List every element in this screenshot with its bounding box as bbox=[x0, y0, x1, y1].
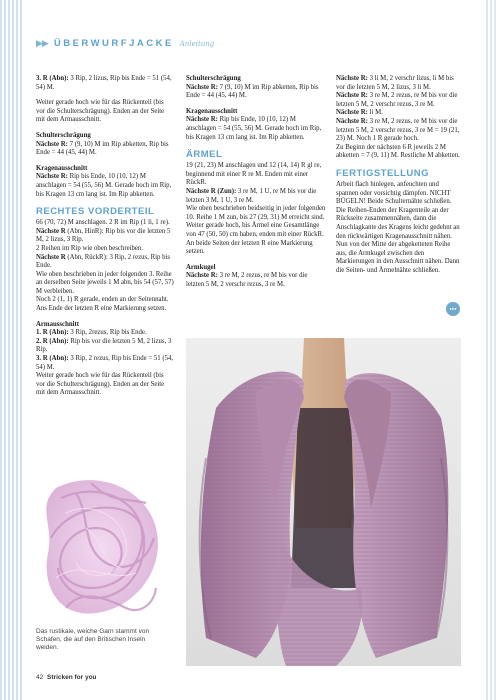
section-heading: Armkugel bbox=[186, 263, 216, 271]
paragraph: Zu Beginn der nächsten 6 R jeweils 2 M abketten = 7 (9, 11) M. Restliche M abketten. bbox=[336, 143, 460, 160]
row-text: Rip bis Ende, 10 (10, 12) M anschlagen = 54 (55, 56) M. Gerade hoch im Rip, bis Kragen 13 cm lang ist. Im Rip abketten. bbox=[36, 173, 172, 198]
row-label: 2. R (Abn): bbox=[36, 337, 69, 345]
section-armkugel bbox=[186, 264, 326, 290]
paragraph: Weiter gerade hoch wie für das Rückenteil (bis vor die Schulterschrägung). Enden an der Seite mit dem Armausschnitt. bbox=[36, 372, 165, 397]
row-text: 3 re M, 2 rezus, re M bis vor die letzten 5 M, 2 verschr rezus, 3 re M. bbox=[336, 92, 458, 108]
row-label: Nächste R: bbox=[186, 83, 218, 91]
row-text: Rip bis vor die letzten 5 M, 2 lizus, 3 Rip. bbox=[36, 337, 172, 354]
section-armausschnitt bbox=[36, 321, 174, 398]
section-heading: Kragenausschnitt bbox=[186, 107, 238, 115]
section-armkugel-cont bbox=[336, 75, 461, 161]
end-badge: ●●● bbox=[446, 302, 460, 316]
section-heading: Armausschnitt bbox=[36, 320, 80, 328]
row-label: 3. R (Abn): bbox=[36, 75, 69, 82]
section-heading: Kragenausschnitt bbox=[36, 164, 88, 172]
section-kragenausschnitt bbox=[186, 108, 326, 142]
decorative-stripe-left bbox=[0, 0, 22, 700]
column-2 bbox=[186, 75, 326, 296]
row-label: Nächste R: bbox=[186, 272, 218, 280]
row-text: 3 re M, 1 U, re M bis vor die letzten 3 M, 1 U, 3 re M. bbox=[186, 187, 317, 204]
section-rechtes-vorderteil bbox=[36, 219, 174, 314]
page-footer bbox=[36, 674, 97, 681]
paragraph: Arbeit flach hinlegen, anfeuchten und spannen oder vorsichtig dämpfen. NICHT BÜGELN! Beide Schulternähte schließen. Die Reihen-Enden der Kragenteile an der Rückseite zusammennähen, dann die Anschlagkante des Kragens leicht gedehnt an den rückwärtigen Kragenausschnitt nähen. Nun von der Mitte der abgeketteten Reihe aus, die Armkugel zwischen den Markierungen in den Ausschnitt nähen. Dann die Seiten- und Ärmelnähte schließen. bbox=[336, 180, 460, 274]
section-heading: Schulterschrägung bbox=[36, 131, 91, 139]
section-heading: Schulterschrägung bbox=[186, 75, 241, 82]
cardigan-photo bbox=[186, 338, 461, 666]
row-label: Nächste R: bbox=[336, 109, 368, 117]
section-schulterschraegung bbox=[36, 132, 174, 158]
row-text: 3 Rip, 2rezus, Rip bis Ende. bbox=[68, 329, 147, 337]
page-number: 42 bbox=[36, 674, 44, 681]
section-title-fertigstellung: FERTIGSTELLUNG bbox=[336, 167, 430, 179]
paragraph: Wie oben beschrieben beidseitig in jeder folgenden 10. Reihe 1 M zun, bis 27 (29, 31) M erreicht sind. Weiter gerade hoch, bis Ärmel eine Gesamtlänge von 47 (50, 50) cm haben, enden mit einer RückR. An beide Seiten der letzten R eine Markierung setzen. bbox=[186, 205, 326, 256]
row-label: Nächste R (Zun): bbox=[186, 187, 237, 195]
paragraph: Wie oben beschrieben in jeder folgenden 3. Reihe an derselben Seite jeweils 1 M abn, bis 54 (57, 57) M verbleiben. bbox=[36, 270, 174, 295]
paragraph: 19 (21, 23) M anschlagen und 12 (14, 14) R gl re, beginnend mit einer R re M. Enden mit einer RückR. bbox=[186, 162, 322, 187]
section-schulterschraegung bbox=[186, 75, 326, 101]
paragraph: Nächste R (Abn, HinR): Rip bis vor die letzten 5 M, 2 lizus, 3 Rip. bbox=[36, 227, 171, 244]
yarn-image bbox=[36, 468, 174, 626]
row-text: 3 re M, 2 rezus, re M bis vor die letzten 5 M, 2 verschr rezus, 3 re M = 19 (21, 23) M. Noch 1 R gerade hoch. bbox=[336, 117, 460, 143]
row-label: Nächste R: bbox=[36, 140, 68, 148]
decorative-stripe-right bbox=[486, 0, 496, 700]
header-subtitle: Anleitung bbox=[179, 40, 215, 48]
row-text: 7 (9, 10) M im Rip abketten, Rip bis Ende = 44 (45, 44) M. bbox=[186, 83, 319, 100]
row-label: Nächste R: bbox=[186, 116, 218, 124]
image-caption: Das rustikale, weiche Garn stammt von Schafen, die auf den Britischen Inseln weiden. bbox=[36, 628, 150, 651]
column-3 bbox=[336, 75, 461, 275]
paragraph: Ans Ende der letzten R eine Markierung setzen. bbox=[36, 305, 167, 313]
row-text: Rip bis Ende, 10 (10, 12) M anschlagen = 54 (55, 56) M. Gerade hoch im Rip, bis Kragen 13 cm lang ist. Im Rip abketten. bbox=[186, 116, 322, 141]
paragraph bbox=[36, 75, 174, 92]
paragraph: Nächste R (Abn, RückR): 3 Rip, 2 rezus, Rip bis Ende. bbox=[36, 253, 171, 270]
row-label: Nächste R: bbox=[336, 92, 368, 100]
publication-name: Stricken for you bbox=[47, 674, 97, 681]
row-text: 7 (9, 10) M im Rip abketten, Rip bis Ende = 44 (45, 44) M. bbox=[36, 140, 169, 157]
section-aermel bbox=[186, 162, 326, 257]
row-text: 3 Rip, 2 rezus, Rip bis Ende = 51 (54, 54) M. bbox=[36, 355, 174, 371]
row-label: Nächste R: bbox=[336, 117, 368, 125]
header-title: ÜBERWURFJACKE bbox=[53, 38, 174, 49]
section-kragenausschnitt bbox=[36, 165, 174, 199]
row-text: 3 re M, 2 rezus, re M bis vor die letzten 5 M, 2 verschr rezus, 3 re M. bbox=[186, 272, 308, 288]
section-title-aermel: ÄRMEL bbox=[186, 149, 223, 161]
row-label: Nächste R: bbox=[36, 173, 68, 181]
column-1 bbox=[36, 75, 174, 405]
row-text: li M. bbox=[367, 109, 383, 117]
section-title-rechtes-vorderteil: RECHTES VORDERTEIL bbox=[36, 206, 155, 218]
row-label: Nächste R: bbox=[336, 75, 368, 82]
row-label: 1. R (Abn): bbox=[36, 329, 69, 337]
page-header bbox=[36, 38, 214, 49]
paragraph bbox=[186, 188, 326, 205]
paragraph: 2 Reihen im Rip wie oben beschreiben. bbox=[36, 244, 144, 252]
row-label: 3. R (Abn): bbox=[36, 355, 69, 363]
paragraph: Noch 2 (1, 1) R gerade, enden an der Seitennaht. bbox=[36, 296, 169, 304]
paragraph: Weiter gerade hoch wie für das Rückenteil (bis vor die Schulterschrägung). Enden an der Seite mit dem Armausschnitt. bbox=[36, 99, 165, 124]
row-text: 3 Rip, 2 lizus, Rip bis Ende = 51 (54, 54) M. bbox=[36, 75, 172, 91]
row-text: 3 li M, 2 verschr lizus, li M bis vor die letzten 5 M, 2 lizus, 3 li M. bbox=[336, 75, 454, 91]
paragraph: 66 (70, 72) M anschlagen. 2 R im Rip (1 li, 1 re). bbox=[36, 219, 170, 227]
double-arrow-icon: ▶▶ bbox=[36, 39, 48, 49]
